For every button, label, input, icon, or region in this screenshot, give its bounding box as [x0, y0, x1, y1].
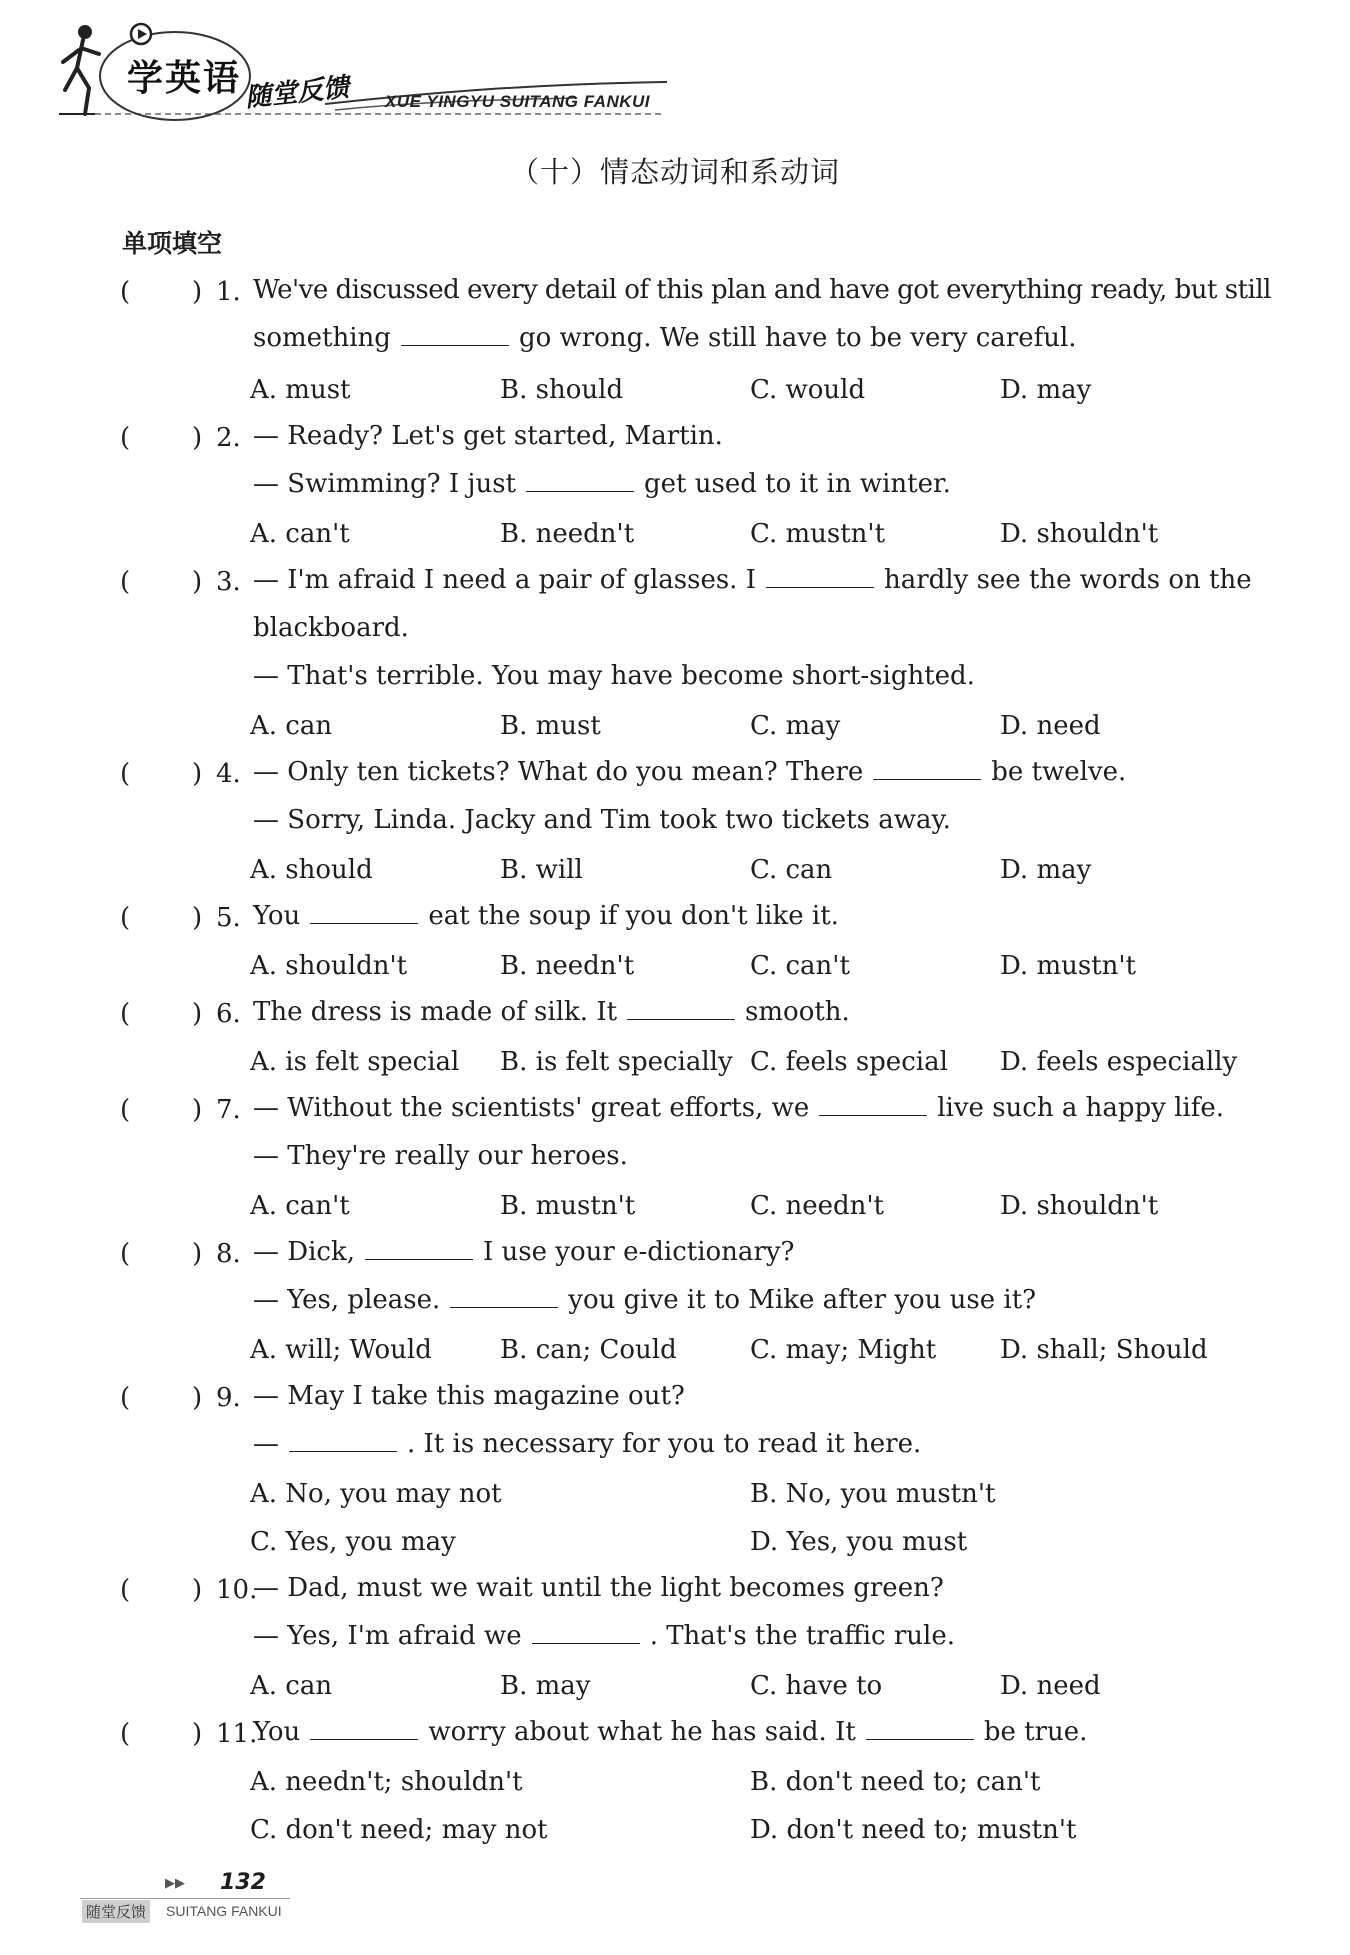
question-text: — Swimming? I just: [253, 469, 516, 499]
answer-bracket-open[interactable]: (: [120, 903, 131, 933]
answer-option[interactable]: B. will: [500, 855, 583, 885]
answer-option[interactable]: B. can; Could: [500, 1335, 677, 1365]
question-text: live such a happy life.: [937, 1093, 1225, 1123]
question-text: get used to it in winter.: [644, 469, 951, 499]
runner-icon: [55, 18, 125, 118]
question-line: [253, 1239, 794, 1265]
answer-bracket-close: ): [192, 277, 203, 307]
question-line: [253, 1287, 1036, 1313]
answer-bracket-open[interactable]: (: [120, 277, 131, 307]
answer-bracket-open[interactable]: (: [120, 1575, 131, 1605]
question-text: . That's the traffic rule.: [649, 1621, 955, 1651]
question-number: 3.: [216, 567, 241, 597]
answer-option[interactable]: B. may: [500, 1671, 591, 1701]
answer-option[interactable]: A. can't: [250, 1191, 350, 1221]
answer-bracket-open[interactable]: (: [120, 423, 131, 453]
header-subtitle: 随堂反馈: [243, 72, 351, 114]
question-number: 9.: [216, 1383, 241, 1413]
answer-bracket-open[interactable]: (: [120, 759, 131, 789]
answer-option[interactable]: A. is felt special: [250, 1047, 460, 1077]
question-text: I use your e-dictionary?: [483, 1237, 795, 1267]
question-text: — Dad, must we wait until the light becomes green?: [253, 1573, 944, 1603]
answer-option[interactable]: D. shall; Should: [1000, 1335, 1208, 1365]
question-line: [253, 1431, 921, 1457]
page-title: （十）情态动词和系动词: [509, 155, 840, 189]
answer-option[interactable]: B. mustn't: [500, 1191, 636, 1221]
answer-option[interactable]: C. may; Might: [750, 1335, 937, 1365]
header-pinyin: XUE YINGYU SUITANG FANKUI: [385, 92, 651, 111]
question-text: . It is necessary for you to read it here.: [407, 1429, 922, 1459]
answer-bracket-close: ): [192, 759, 203, 789]
question-line: [253, 903, 839, 929]
answer-bracket-open[interactable]: (: [120, 1383, 131, 1413]
answer-bracket-close: ): [192, 1719, 203, 1749]
question-line: [253, 423, 723, 449]
answer-option[interactable]: C. may: [750, 711, 841, 741]
footer-rule: [80, 1898, 290, 1899]
question-text: — They're really our heroes.: [253, 1141, 628, 1171]
answer-blank[interactable]: [401, 325, 509, 346]
question-text: something: [253, 323, 391, 353]
answer-option[interactable]: C. don't need; may not: [250, 1815, 548, 1845]
question-line: [253, 567, 1252, 593]
answer-bracket-close: ): [192, 1095, 203, 1125]
question-text: —: [253, 1429, 279, 1459]
answer-option[interactable]: A. can: [250, 711, 333, 741]
header-banner: [55, 12, 675, 122]
answer-blank[interactable]: [866, 1719, 974, 1740]
question-text: — Yes, I'm afraid we: [253, 1621, 522, 1651]
answer-option[interactable]: B. don't need to; can't: [750, 1767, 1041, 1797]
answer-bracket-close: ): [192, 567, 203, 597]
answer-blank[interactable]: [365, 1239, 473, 1260]
answer-blank[interactable]: [873, 759, 981, 780]
footer-pinyin: SUITANG FANKUI: [166, 1903, 282, 1919]
answer-bracket-close: ): [192, 903, 203, 933]
question-number: 8.: [216, 1239, 241, 1269]
question-text: You: [253, 1717, 301, 1747]
question-text: hardly see the words on the: [883, 565, 1252, 595]
answer-option[interactable]: C. would: [750, 375, 866, 405]
answer-option[interactable]: B. is felt specially: [500, 1047, 733, 1077]
answer-bracket-close: ): [192, 1383, 203, 1413]
question-number: 6.: [216, 999, 241, 1029]
answer-option[interactable]: C. can: [750, 855, 833, 885]
answer-option[interactable]: A. can: [250, 1671, 333, 1701]
question-number: 7.: [216, 1095, 241, 1125]
answer-option[interactable]: C. needn't: [750, 1191, 884, 1221]
answer-option[interactable]: A. should: [250, 855, 373, 885]
footer-tag: 随堂反馈: [82, 1900, 150, 1923]
answer-option[interactable]: D. mustn't: [1000, 951, 1136, 981]
answer-blank[interactable]: [310, 1719, 418, 1740]
answer-bracket-close: ): [192, 1239, 203, 1269]
question-text: be true.: [983, 1717, 1088, 1747]
question-text: — Sorry, Linda. Jacky and Tim took two tickets away.: [253, 805, 951, 835]
answer-option[interactable]: D. may: [1000, 855, 1092, 885]
answer-blank[interactable]: [532, 1623, 640, 1644]
question-number: 1.: [216, 277, 241, 307]
question-line: [253, 615, 409, 641]
question-text: go wrong. We still have to be very careful.: [518, 323, 1077, 353]
answer-blank[interactable]: [289, 1431, 397, 1452]
question-number: 11.: [216, 1719, 258, 1749]
question-number: 5.: [216, 903, 241, 933]
question-text: — Ready? Let's get started, Martin.: [253, 421, 723, 451]
answer-option[interactable]: B. must: [500, 711, 601, 741]
question-text: You: [253, 901, 301, 931]
question-number: 4.: [216, 759, 241, 789]
answer-option[interactable]: C. Yes, you may: [250, 1527, 456, 1557]
answer-option[interactable]: C. can't: [750, 951, 850, 981]
answer-bracket-open[interactable]: (: [120, 567, 131, 597]
question-text: worry about what he has said. It: [428, 1717, 856, 1747]
answer-option[interactable]: A. shouldn't: [250, 951, 408, 981]
answer-bracket-open[interactable]: (: [120, 999, 131, 1029]
double-arrow-icon: ▶▶: [165, 1876, 185, 1891]
question-line: [253, 663, 975, 689]
header-title: 学英语: [127, 58, 242, 99]
answer-bracket-close: ): [192, 999, 203, 1029]
question-line: [253, 1143, 628, 1169]
question-text: — Yes, please.: [253, 1285, 441, 1315]
answer-option[interactable]: A. will; Would: [250, 1335, 432, 1365]
answer-option[interactable]: D. shouldn't: [1000, 1191, 1159, 1221]
answer-option[interactable]: B. No, you mustn't: [750, 1479, 996, 1509]
answer-option[interactable]: B. needn't: [500, 951, 635, 981]
page-number: 132: [220, 1870, 266, 1895]
answer-option[interactable]: C. feels special: [750, 1047, 948, 1077]
question-text: — Dick,: [253, 1237, 356, 1267]
question-line: [253, 1719, 1087, 1745]
answer-bracket-close: ): [192, 423, 203, 453]
answer-option[interactable]: D. Yes, you must: [750, 1527, 968, 1557]
answer-option[interactable]: D. shouldn't: [1000, 519, 1159, 549]
page-footer: [80, 1862, 380, 1922]
question-text: eat the soup if you don't like it.: [428, 901, 839, 931]
question-line: [253, 1623, 955, 1649]
question-line: [253, 999, 850, 1025]
question-line: [253, 759, 1126, 785]
question-text: you give it to Mike after you use it?: [568, 1285, 1037, 1315]
question-text: — Only ten tickets? What do you mean? There: [253, 757, 864, 787]
answer-blank[interactable]: [310, 903, 418, 924]
answer-option[interactable]: D. don't need to; mustn't: [750, 1815, 1077, 1845]
question-line: [253, 807, 951, 833]
answer-option[interactable]: D. need: [1000, 711, 1101, 741]
answer-option[interactable]: D. need: [1000, 1671, 1101, 1701]
question-line: [253, 277, 1271, 303]
answer-bracket-open[interactable]: (: [120, 1095, 131, 1125]
answer-option[interactable]: D. feels especially: [1000, 1047, 1238, 1077]
answer-bracket-open[interactable]: (: [120, 1719, 131, 1749]
question-text: We've discussed every detail of this plan and have got everything ready, but still: [253, 275, 1271, 305]
answer-option[interactable]: A. can't: [250, 519, 350, 549]
answer-option[interactable]: A. needn't; shouldn't: [250, 1767, 523, 1797]
answer-blank[interactable]: [819, 1095, 927, 1116]
question-line: [253, 471, 951, 497]
answer-bracket-open[interactable]: (: [120, 1239, 131, 1269]
answer-option[interactable]: C. mustn't: [750, 519, 886, 549]
answer-bracket-close: ): [192, 1575, 203, 1605]
section-heading: 单项填空: [122, 229, 223, 258]
question-line: [253, 1095, 1224, 1121]
question-text: — Without the scientists' great efforts, we: [253, 1093, 810, 1123]
question-text: smooth.: [745, 997, 850, 1027]
question-line: [253, 1383, 685, 1409]
answer-option[interactable]: B. needn't: [500, 519, 635, 549]
question-text: — May I take this magazine out?: [253, 1381, 685, 1411]
question-line: [253, 325, 1077, 351]
answer-blank[interactable]: [526, 471, 634, 492]
answer-option[interactable]: A. No, you may not: [250, 1479, 502, 1509]
answer-blank[interactable]: [450, 1287, 558, 1308]
question-text: — I'm afraid I need a pair of glasses. I: [253, 565, 756, 595]
question-text: blackboard.: [253, 613, 409, 643]
question-line: [253, 1575, 944, 1601]
answer-option[interactable]: A. must: [250, 375, 351, 405]
answer-option[interactable]: B. should: [500, 375, 624, 405]
answer-option[interactable]: C. have to: [750, 1671, 883, 1701]
answer-blank[interactable]: [766, 567, 874, 588]
question-number: 10.: [216, 1575, 258, 1605]
answer-option[interactable]: D. may: [1000, 375, 1092, 405]
question-text: The dress is made of silk. It: [253, 997, 618, 1027]
question-text: — That's terrible. You may have become short-sighted.: [253, 661, 975, 691]
question-text: be twelve.: [991, 757, 1127, 787]
question-number: 2.: [216, 423, 241, 453]
answer-blank[interactable]: [627, 999, 735, 1020]
